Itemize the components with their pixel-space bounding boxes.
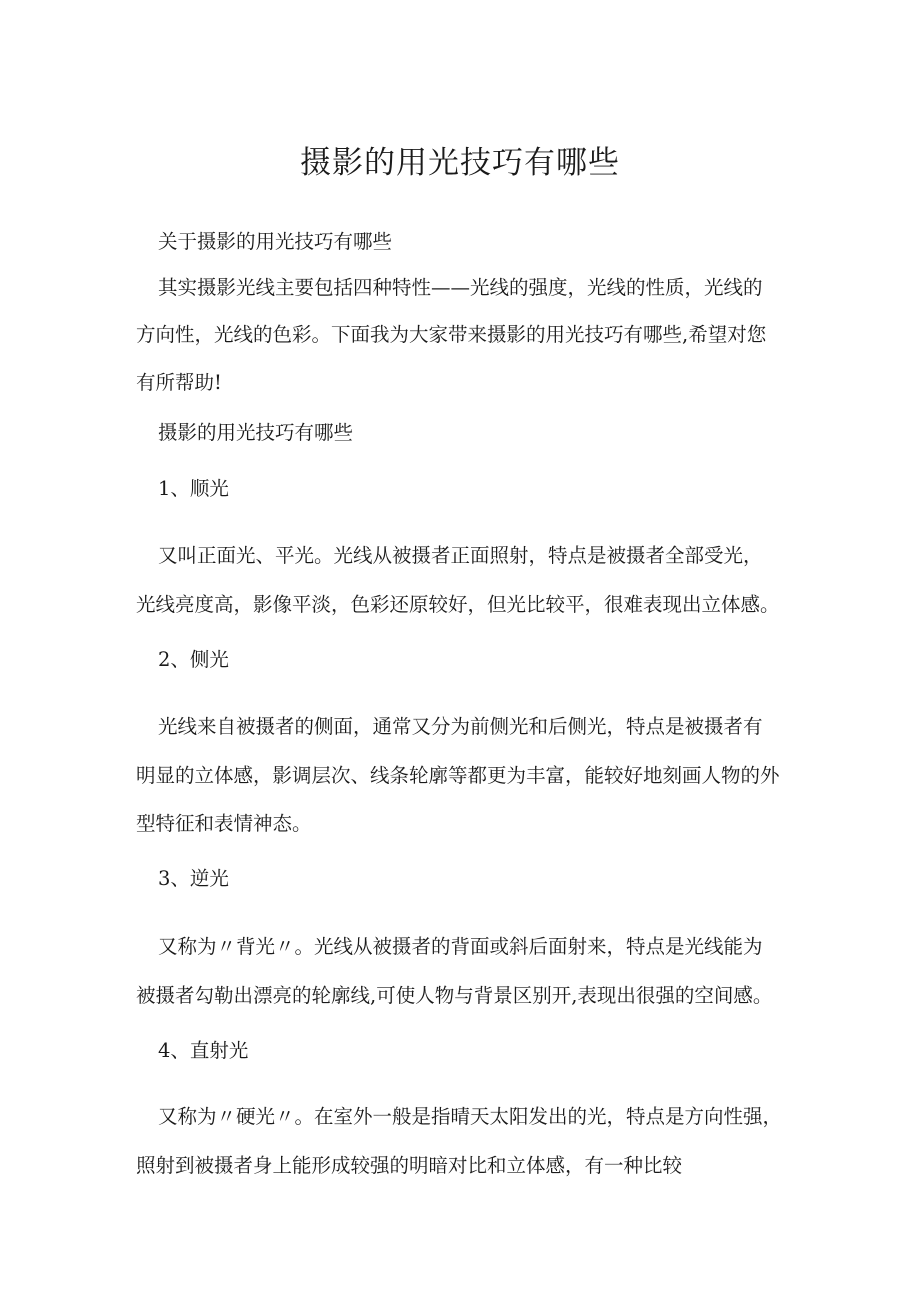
item-heading-2: 2、侧光 <box>158 648 229 671</box>
item-1-line-2: 光线亮度高，影像平淡，色彩还原较好，但光比较平，很难表现出立体感。 <box>136 593 780 616</box>
item-2-line-2: 明显的立体感，影调层次、线条轮廓等都更为丰富，能较好地刻画人物的外 <box>136 764 780 787</box>
section-heading: 摄影的用光技巧有哪些 <box>158 421 354 444</box>
item-4-line-1: 又称为〃硬光〃。在室外一般是指晴天太阳发出的光，特点是方向性强， <box>158 1105 783 1128</box>
item-2-line-3: 型特征和表情神态。 <box>136 812 312 835</box>
document-title: 摄影的用光技巧有哪些 <box>300 145 620 181</box>
intro-line-2: 方向性，光线的色彩。下面我为大家带来摄影的用光技巧有哪些,希望对您 <box>136 323 767 346</box>
item-3-line-2: 被摄者勾勒出漂亮的轮廓线,可使人物与背景区别开,表现出很强的空间感。 <box>136 984 773 1007</box>
item-heading-4: 4、直射光 <box>158 1039 249 1062</box>
item-heading-3: 3、逆光 <box>158 867 229 890</box>
item-1-line-1: 又叫正面光、平光。光线从被摄者正面照射，特点是被摄者全部受光， <box>158 544 763 567</box>
intro-heading: 关于摄影的用光技巧有哪些 <box>158 230 393 253</box>
intro-line-1: 其实摄影光线主要包括四种特性——光线的强度，光线的性质，光线的 <box>158 276 763 299</box>
item-heading-1: 1、顺光 <box>158 477 229 500</box>
item-3-line-1: 又称为〃背光〃。光线从被摄者的背面或斜后面射来，特点是光线能为 <box>158 935 763 958</box>
intro-line-3: 有所帮助! <box>136 371 222 394</box>
item-4-line-2: 照射到被摄者身上能形成较强的明暗对比和立体感，有一种比较 <box>136 1154 683 1177</box>
item-2-line-1: 光线来自被摄者的侧面，通常又分为前侧光和后侧光，特点是被摄者有 <box>158 715 763 738</box>
